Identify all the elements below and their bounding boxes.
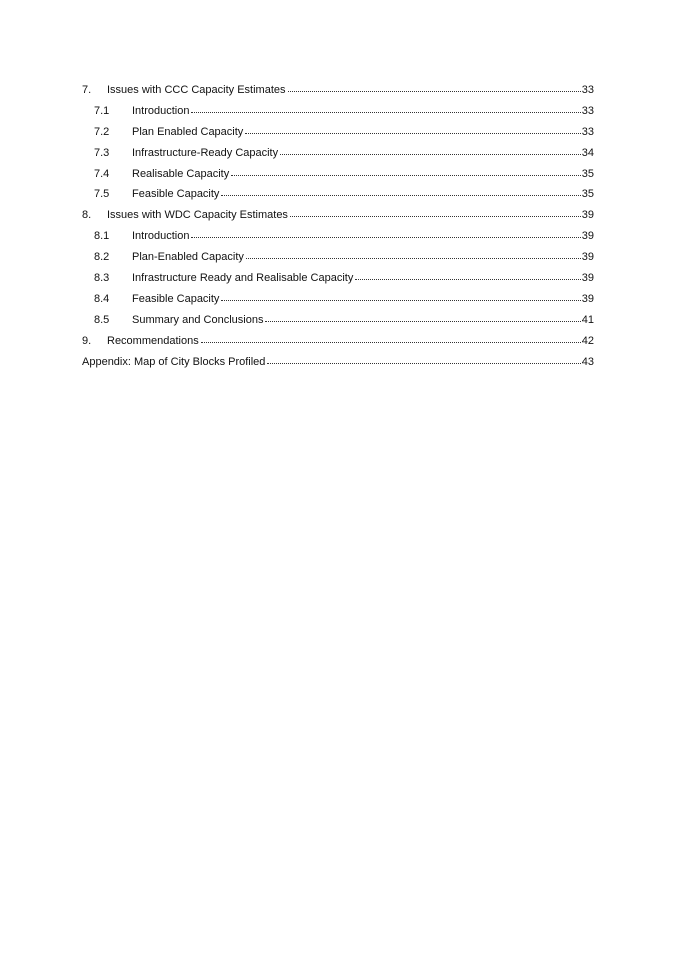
toc-entry[interactable] xyxy=(82,164,594,185)
toc-entry-title: Issues with CCC Capacity Estimates xyxy=(107,84,286,96)
toc-entry-title: Realisable Capacity xyxy=(132,167,230,180)
dot-leader xyxy=(246,249,581,260)
toc-entry-title: Recommendations xyxy=(107,334,199,347)
dot-leader xyxy=(355,270,580,281)
toc-entry-number: 7.3 xyxy=(94,146,110,159)
dot-leader xyxy=(221,186,580,197)
toc-entry-number: 7. xyxy=(82,84,92,96)
toc-entry-number: 8.4 xyxy=(94,292,110,305)
toc-entry[interactable] xyxy=(82,352,594,373)
dot-leader xyxy=(267,354,580,365)
toc-entry-number: 8. xyxy=(82,209,92,222)
toc-entry-title: Issues with WDC Capacity Estimates xyxy=(107,209,288,222)
dot-leader xyxy=(231,166,581,177)
toc-entry[interactable] xyxy=(82,101,594,122)
toc-entry-page: 39 xyxy=(581,230,594,243)
toc-entry[interactable] xyxy=(82,143,594,164)
toc-entry[interactable] xyxy=(82,226,594,247)
toc-entry[interactable] xyxy=(82,268,594,289)
toc-entry[interactable] xyxy=(82,247,594,268)
dot-leader xyxy=(288,82,581,93)
dot-leader xyxy=(191,228,580,239)
toc-entry-title: Summary and Conclusions xyxy=(132,313,264,326)
toc-entry[interactable] xyxy=(82,331,594,352)
toc-entry-number: 9. xyxy=(82,334,92,347)
dot-leader xyxy=(290,207,581,218)
dot-leader xyxy=(265,312,580,323)
toc-entry-page: 33 xyxy=(581,104,594,117)
toc-entry[interactable] xyxy=(82,80,594,101)
dot-leader xyxy=(280,145,581,156)
toc-entry-page: 39 xyxy=(581,209,594,222)
toc-entry-number: 7.1 xyxy=(94,104,110,117)
toc-entry-page: 35 xyxy=(581,167,594,180)
toc-entry-page: 33 xyxy=(581,84,594,96)
dot-leader xyxy=(201,333,581,344)
toc-entry-title: Feasible Capacity xyxy=(132,188,220,201)
dot-leader xyxy=(191,103,580,114)
toc-entry-title: Appendix: Map of City Blocks Profiled xyxy=(82,355,266,368)
toc-entry-page: 41 xyxy=(581,313,594,326)
toc-entry-title: Introduction xyxy=(132,104,190,117)
toc-entry-number: 7.4 xyxy=(94,167,110,180)
dot-leader xyxy=(245,124,580,135)
toc-entry-title: Infrastructure-Ready Capacity xyxy=(132,146,279,159)
toc-entry-number: 8.1 xyxy=(94,230,110,243)
toc-entry[interactable] xyxy=(82,310,594,331)
toc-entry[interactable] xyxy=(82,122,594,143)
toc-entry-page: 39 xyxy=(581,292,594,305)
toc-entry-title: Feasible Capacity xyxy=(132,292,220,305)
toc-entry[interactable] xyxy=(82,184,594,205)
toc-entry-page: 42 xyxy=(581,334,594,347)
toc-entry-page: 33 xyxy=(581,125,594,138)
toc-entry[interactable] xyxy=(82,289,594,310)
table-of-contents xyxy=(82,80,594,372)
toc-entry-title: Plan Enabled Capacity xyxy=(132,125,244,138)
toc-entry-title: Introduction xyxy=(132,230,190,243)
toc-entry-number: 7.2 xyxy=(94,125,110,138)
toc-entry-number: 8.3 xyxy=(94,272,110,285)
toc-entry-number: 8.5 xyxy=(94,313,110,326)
dot-leader xyxy=(221,291,580,302)
toc-entry-title: Plan-Enabled Capacity xyxy=(132,251,244,264)
toc-entry-page: 43 xyxy=(581,355,594,368)
toc-entry-page: 34 xyxy=(581,146,594,159)
toc-entry-number: 8.2 xyxy=(94,251,110,264)
toc-entry-page: 39 xyxy=(581,251,594,264)
toc-entry[interactable] xyxy=(82,205,594,226)
toc-entry-page: 35 xyxy=(581,188,594,201)
toc-entry-title: Infrastructure Ready and Realisable Capacity xyxy=(132,272,354,285)
toc-entry-page: 39 xyxy=(581,272,594,285)
toc-entry-number: 7.5 xyxy=(94,188,110,201)
